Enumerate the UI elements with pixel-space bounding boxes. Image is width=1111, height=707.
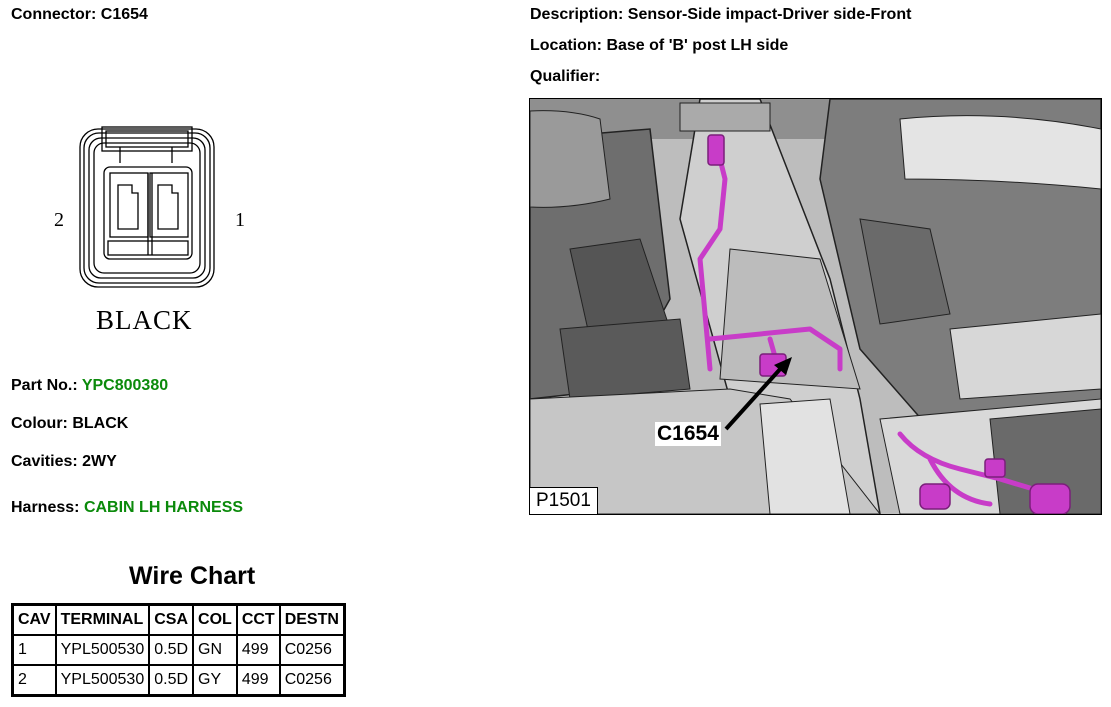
description-value: Sensor-Side impact-Driver side-Front [627,6,912,23]
connector-value: C1654 [100,6,148,23]
location-value: Base of 'B' post LH side [606,37,789,54]
cell-col: GY [193,665,237,695]
colour-line [11,415,128,433]
header-cct: CCT [237,605,280,635]
pin-label-1: 1 [235,209,245,231]
header-col: COL [193,605,237,635]
table-row [13,635,344,665]
description-line [530,6,911,24]
cavities-value: 2WY [82,453,117,470]
connector-diagram [40,115,260,345]
connector-label: Connector: [11,6,97,23]
header-destn: DESTN [280,605,344,635]
cell-csa: 0.5D [149,665,193,695]
cell-terminal: YPL500530 [56,635,150,665]
description-label: Description: [530,6,624,23]
part-no-line [11,377,168,395]
cell-cct: 499 [237,665,280,695]
qualifier-line [530,68,600,86]
connector-color-label: BLACK [96,305,193,335]
cell-csa: 0.5D [149,635,193,665]
table-row [13,665,344,695]
cell-terminal: YPL500530 [56,665,150,695]
connector-line [11,6,148,24]
part-no-label: Part No.: [11,377,78,394]
cell-destn: C0256 [280,665,344,695]
wire-chart-title: Wire Chart [129,562,256,590]
harness-label: Harness: [11,499,80,516]
harness-line [11,499,243,517]
header-cav: CAV [13,605,56,635]
location-illustration [529,98,1102,515]
cell-cct: 499 [237,635,280,665]
wire-chart-header-row [13,605,344,635]
wire-chart-table [11,603,346,697]
cell-destn: C0256 [280,635,344,665]
cell-col: GN [193,635,237,665]
header-csa: CSA [149,605,193,635]
qualifier-label: Qualifier: [530,68,601,85]
figure-number: P1501 [530,487,598,514]
callout-c1654: C1654 [657,422,719,445]
header-terminal: TERMINAL [56,605,150,635]
location-line [530,37,788,55]
connector-face-drawing [40,115,260,345]
cavities-label: Cavities: [11,453,78,470]
location-label: Location: [530,37,602,54]
vehicle-interior-drawing [530,99,1101,514]
colour-value: BLACK [72,415,129,432]
harness-link[interactable]: CABIN LH HARNESS [83,499,244,516]
colour-label: Colour: [11,415,68,432]
cell-cav: 2 [13,665,56,695]
pin-label-2: 2 [54,209,64,231]
cell-cav: 1 [13,635,56,665]
cavities-line [11,453,117,471]
part-no-link[interactable]: YPC800380 [81,377,169,394]
